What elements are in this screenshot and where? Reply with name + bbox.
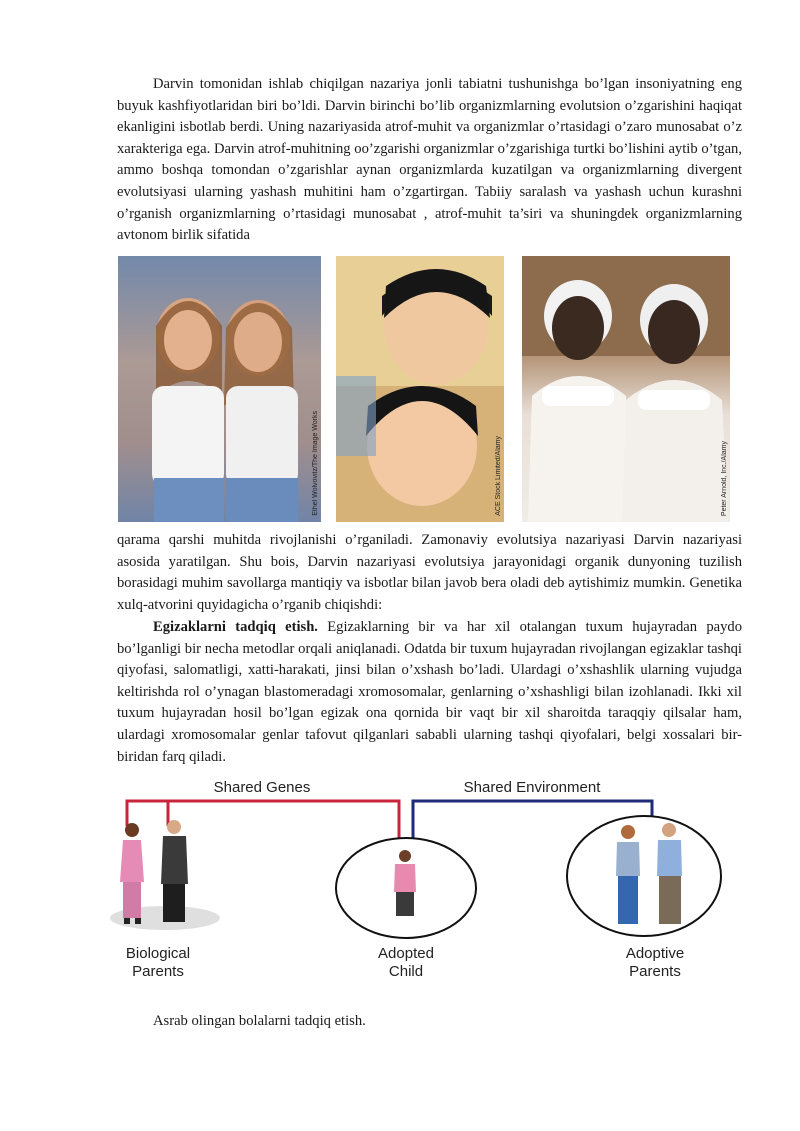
twins-paragraph: [117, 617, 742, 768]
adoptive-parents-label-line2: Parents: [629, 963, 681, 980]
diagram-caption: Asrab olingan bolalarni tadqiq etish.: [153, 1013, 366, 1029]
twin-girls-white-dress-photo: [522, 256, 730, 522]
intro-paragraph: Darvin tomonidan ishlab chiqilgan nazariya jonli tabiatni tushunishga bo’lgan insoniyatning eng buyuk kashfiyotlaridan biri bo’ldi. Darvin birinchi bo’lib organizmlarning evolutsion o’zgarishini haqiqat ekanligini isbotlab berdi. Uning nazariyasida atrof-muhit va organizmlar o’rtasidagi o’zaro munosabat o’z xarakteriga ega. Darvin atrof-muhitning oo’zgarishi organizmlar o’zgarishiga turtki bo’lishini aytib o’tgan, ammo boshqa tomondan o’zgarishlar aynan organizmlarda kuzatilgan va organizmlarning divergent evolutsiyasi ularning yashash muhitini ham o’zgartirgan. Tabiiy saralash va yashash uchun kurashni o’rganish organizmlarning o’rtasidagi munosabat , atrof-muhit ta’siri va shuningdek organizmlarning avtonom birlik sifatida: [117, 76, 742, 244]
biological-parents-figure: [110, 820, 220, 930]
adoptive-parents-figure: [567, 816, 721, 936]
photo-credit-3: Peter Arnold, Inc./Alamy: [721, 440, 728, 516]
shared-genes-connector: [127, 801, 399, 841]
photo-credit-2: ACE Stock Limited/Alamy: [495, 436, 502, 516]
adopted-child-label-line2: Child: [388, 963, 424, 980]
biological-parents-label-line2: Parents: [132, 963, 184, 980]
adopted-child-label-line1: Adopted: [378, 945, 434, 962]
adoptive-parents-label-line1: Adoptive: [625, 945, 685, 962]
adoption-study-diagram: [110, 772, 740, 982]
photo-credit-1: Ethel Wolvovitz/The Image Works: [312, 411, 319, 516]
twins-body: Egizaklarning bir va har xil otalangan tuxum hujayradan paydo bo’lganligi bir necha metodlar orqali aniqlanadi. Odatda bir tuxum hujayradan rivojlangan egizaklar tashqi qiyofasi, salomatligi, xatti-harakati, jinsi bilan o’xshash bo’ladi. Ulardagi o’xshashlik ularning vujudga keltirishda rol o’ynagan blastomeradagi xromosomalar, genlarning o’xshashligi bilan izohlanadi. Ikki xil tuxum hujayradan hosil bo’lgan egizak ona qornida bir vaqt bir xil sharoitda taraqqiy qilsalar ham, ulardagi xromosomalar genlar tafovut qilganlari sababli ularning tashqi qiyofalari, belgi xossalari bir-biridan farq qiladi.: [117, 619, 742, 765]
twins-photo-strip: [118, 256, 730, 522]
shared-environment-label: Shared Environment: [463, 779, 601, 796]
twins-heading: Egizaklarni tadqiq etish.: [153, 619, 318, 635]
biological-parents-label-line1: Biological: [125, 945, 191, 962]
twin-girls-photo: [118, 256, 321, 522]
adopted-child-figure: [336, 838, 476, 938]
shared-genes-label: Shared Genes: [213, 779, 311, 796]
continuation-paragraph: qarama qarshi muhitda rivojlanishi o’rganiladi. Zamonaviy evolutsiya nazariyasi Darvin nazariyasi asosida yaratilgan. Shu bois, Darvin nazariyasi evolutsiya jarayonidagi organik dunyoning tuzilish borasidagi muhim savollarga mantiqiy va isbotlar bilan javob bera oladi deb aytishimiz mumkin. Genetika xulq-atvorini quyidagicha o’rganib chiqishdi:: [117, 532, 742, 613]
twin-boys-photo: [336, 256, 504, 522]
